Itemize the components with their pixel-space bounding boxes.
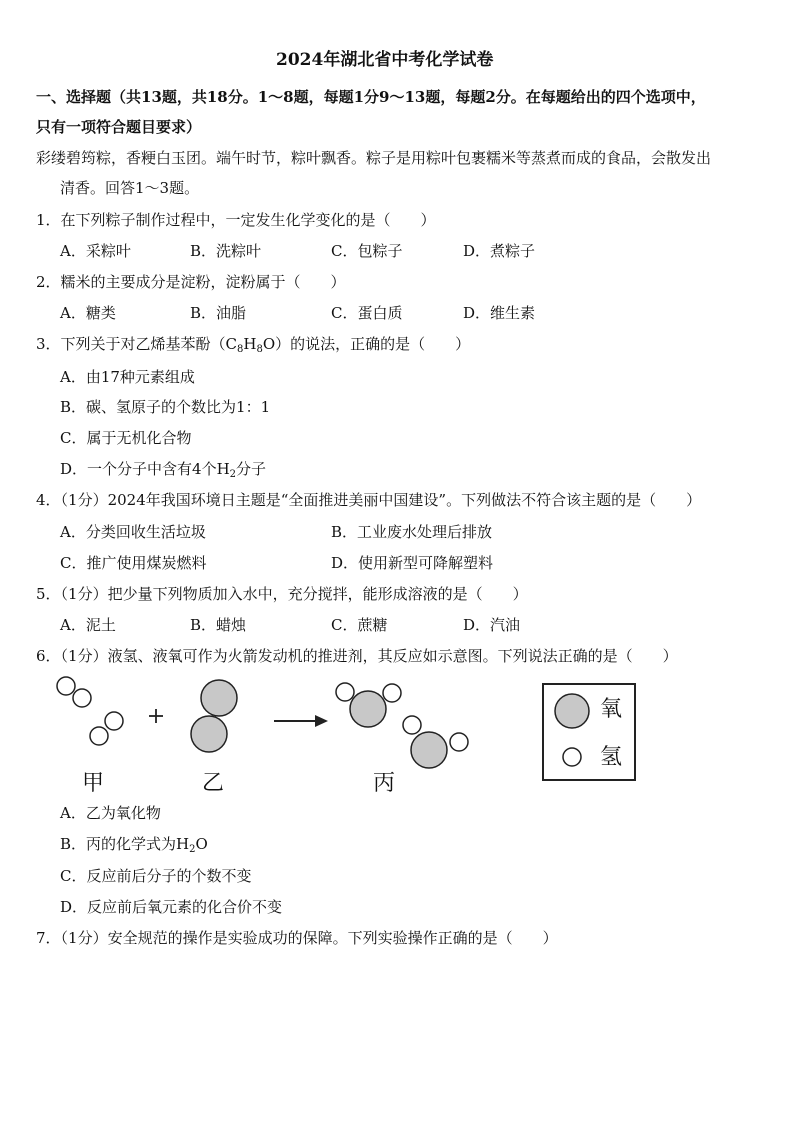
q7-stem: 7．（1分）安全规范的操作是实验成功的保障。下列实验操作正确的是（ ）: [36, 929, 558, 947]
q4-option-b: B．工业废水处理后排放: [331, 523, 493, 541]
label-bing: 丙: [373, 771, 396, 796]
q1-option-a: A．采粽叶: [60, 242, 131, 260]
hydrogen-atom: [73, 689, 91, 707]
hydrogen-atom: [336, 683, 354, 701]
legend-hydrogen-atom: [563, 748, 581, 766]
q2-stem: 2．糯米的主要成分是淀粉，淀粉属于（ ）: [36, 273, 346, 291]
q2-option-c: C．蛋白质: [331, 304, 403, 322]
section-heading-line1: 一、选择题（共13题，共18分。1～8题，每题1分9～13题，每题2分。在每题给出的四个选项中，: [36, 88, 706, 106]
q3-option-d: D．一个分子中含有4个$H_2$分子: [60, 460, 267, 480]
oxygen-atom: [191, 716, 227, 752]
oxygen-atom: [411, 732, 447, 768]
legend-oxygen-atom: [555, 694, 589, 728]
reaction-diagram: [0, 670, 794, 800]
q1-stem: 1．在下列粽子制作过程中，一定发生化学变化的是（ ）: [36, 211, 436, 229]
q3-option-b: B．碳、氢原子的个数比为1：1: [60, 398, 271, 416]
hydrogen-atom: [403, 716, 421, 734]
q5-stem: 5．（1分）把少量下列物质加入水中，充分搅拌，能形成溶液的是（ ）: [36, 585, 528, 603]
q6-option-d: D．反应前后氧元素的化合价不变: [60, 898, 283, 916]
q4-option-d: D．使用新型可降解塑料: [331, 554, 494, 572]
q2-option-a: A．糖类: [60, 304, 116, 322]
intro-line2: 清香。回答1～3题。: [60, 179, 200, 197]
reaction-arrow-head: [315, 715, 328, 727]
oxygen-atom: [201, 680, 237, 716]
page-title: 2024年湖北省中考化学试卷: [276, 50, 494, 70]
diagram-legend: [542, 683, 636, 781]
q5-option-a: A．泥土: [60, 616, 116, 634]
q1-option-c: C．包粽子: [331, 242, 403, 260]
q6-option-c: C．反应前后分子的个数不变: [60, 867, 252, 885]
hydrogen-atom: [105, 712, 123, 730]
q4-stem: 4．（1分）2024年我国环境日主题是“全面推进美丽中国建设”。下列做法不符合该主题的是（ ）: [36, 491, 702, 509]
q5-option-b: B．蜡烛: [190, 616, 247, 634]
q3-option-a: A．由17种元素组成: [60, 368, 195, 386]
q4-option-a: A．分类回收生活垃圾: [60, 523, 206, 541]
oxygen-atom: [350, 691, 386, 727]
q4-option-c: C．推广使用煤炭燃料: [60, 554, 207, 572]
q3-option-c: C．属于无机化合物: [60, 429, 192, 447]
legend-hydrogen-label: 氢: [600, 745, 623, 770]
q6-option-a: A．乙为氧化物: [60, 804, 161, 822]
hydrogen-atom: [57, 677, 75, 695]
section-heading-line2: 只有一项符合题目要求）: [36, 118, 202, 136]
hydrogen-atom: [450, 733, 468, 751]
intro-line1: 彩缕碧筠粽，香粳白玉团。端午时节，粽叶飘香。粽子是用粽叶包裹糯米等蒸煮而成的食品，会散发出: [36, 149, 712, 167]
q1-option-d: D．煮粽子: [463, 242, 536, 260]
q5-option-c: C．蔗糖: [331, 616, 388, 634]
q1-option-b: B．洗粽叶: [190, 242, 262, 260]
q2-option-b: B．油脂: [190, 304, 247, 322]
q2-option-d: D．维生素: [463, 304, 536, 322]
legend-oxygen-label: 氧: [600, 697, 623, 722]
q3-stem: 3．下列关于对乙烯基苯酚$(C_8H_8O)$的说法，正确的是（ ）: [36, 335, 471, 355]
label-jia: 甲: [82, 771, 105, 796]
q6-stem: 6．（1分）液氢、液氧可作为火箭发动机的推进剂，其反应如示意图。下列说法正确的是（ ）: [36, 647, 678, 665]
hydrogen-atom: [90, 727, 108, 745]
q6-option-b: B．丙的化学式为$H_2O$: [60, 835, 208, 855]
q5-option-d: D．汽油: [463, 616, 521, 634]
hydrogen-atom: [383, 684, 401, 702]
label-yi: 乙: [202, 771, 225, 796]
